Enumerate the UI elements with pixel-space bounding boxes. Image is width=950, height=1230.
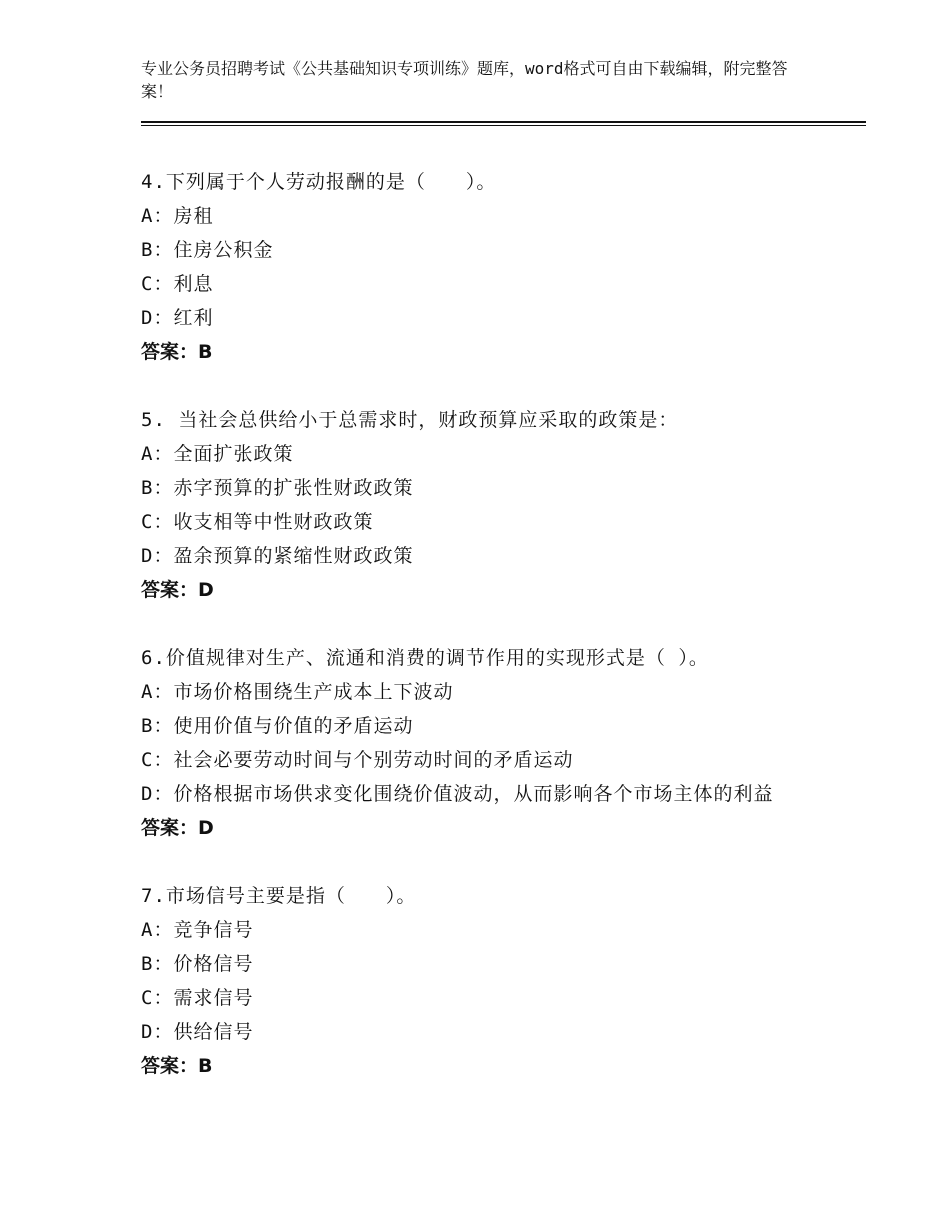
option-c: C：收支相等中性财政政策 [141, 511, 374, 533]
answer-label: 答案： [141, 1055, 199, 1077]
option-d: D：供给信号 [141, 1021, 254, 1043]
document-header: 专业公务员招聘考试《公共基础知识专项训练》题库，word格式可自由下载编辑，附完整答案！ [141, 59, 788, 101]
option-c: C：社会必要劳动时间与个别劳动时间的矛盾运动 [141, 749, 574, 771]
header-divider-thick [141, 121, 866, 123]
option-b: B：赤字预算的扩张性财政政策 [141, 477, 414, 499]
answer-label: 答案： [141, 817, 199, 839]
option-a: A：市场价格围绕生产成本上下波动 [141, 681, 454, 703]
option-d: D：盈余预算的紧缩性财政政策 [141, 545, 414, 567]
question-block [141, 641, 821, 845]
option-b: B：价格信号 [141, 953, 254, 975]
answer-line [141, 335, 821, 369]
answer-label: 答案： [141, 579, 199, 601]
question-list [141, 165, 821, 1117]
option-c: C：利息 [141, 273, 214, 295]
question-block [141, 879, 821, 1083]
answer-line [141, 1049, 821, 1083]
answer-label: 答案： [141, 341, 199, 363]
header-divider-thin [141, 125, 866, 126]
option-d: D：红利 [141, 307, 214, 329]
option-a: A：全面扩张政策 [141, 443, 294, 465]
option-a: A：房租 [141, 205, 214, 227]
answer-line [141, 811, 821, 845]
option-d: D：价格根据市场供求变化围绕价值波动，从而影响各个市场主体的利益 [141, 783, 774, 805]
answer-value: D [198, 817, 214, 839]
question-stem: 6.价值规律对生产、流通和消费的调节作用的实现形式是（ ）。 [141, 647, 709, 669]
option-b: B：住房公积金 [141, 239, 274, 261]
option-b: B：使用价值与价值的矛盾运动 [141, 715, 414, 737]
answer-value: B [198, 341, 213, 363]
question-block [141, 403, 821, 607]
answer-line [141, 573, 821, 607]
option-a: A：竞争信号 [141, 919, 254, 941]
question-stem: 5. 当社会总供给小于总需求时，财政预算应采取的政策是： [141, 409, 679, 431]
answer-value: B [198, 1055, 213, 1077]
question-stem: 7.市场信号主要是指（ ）。 [141, 885, 417, 907]
question-block [141, 165, 821, 369]
answer-value: D [198, 579, 214, 601]
question-stem: 4.下列属于个人劳动报酬的是（ ）。 [141, 171, 497, 193]
option-c: C：需求信号 [141, 987, 254, 1009]
